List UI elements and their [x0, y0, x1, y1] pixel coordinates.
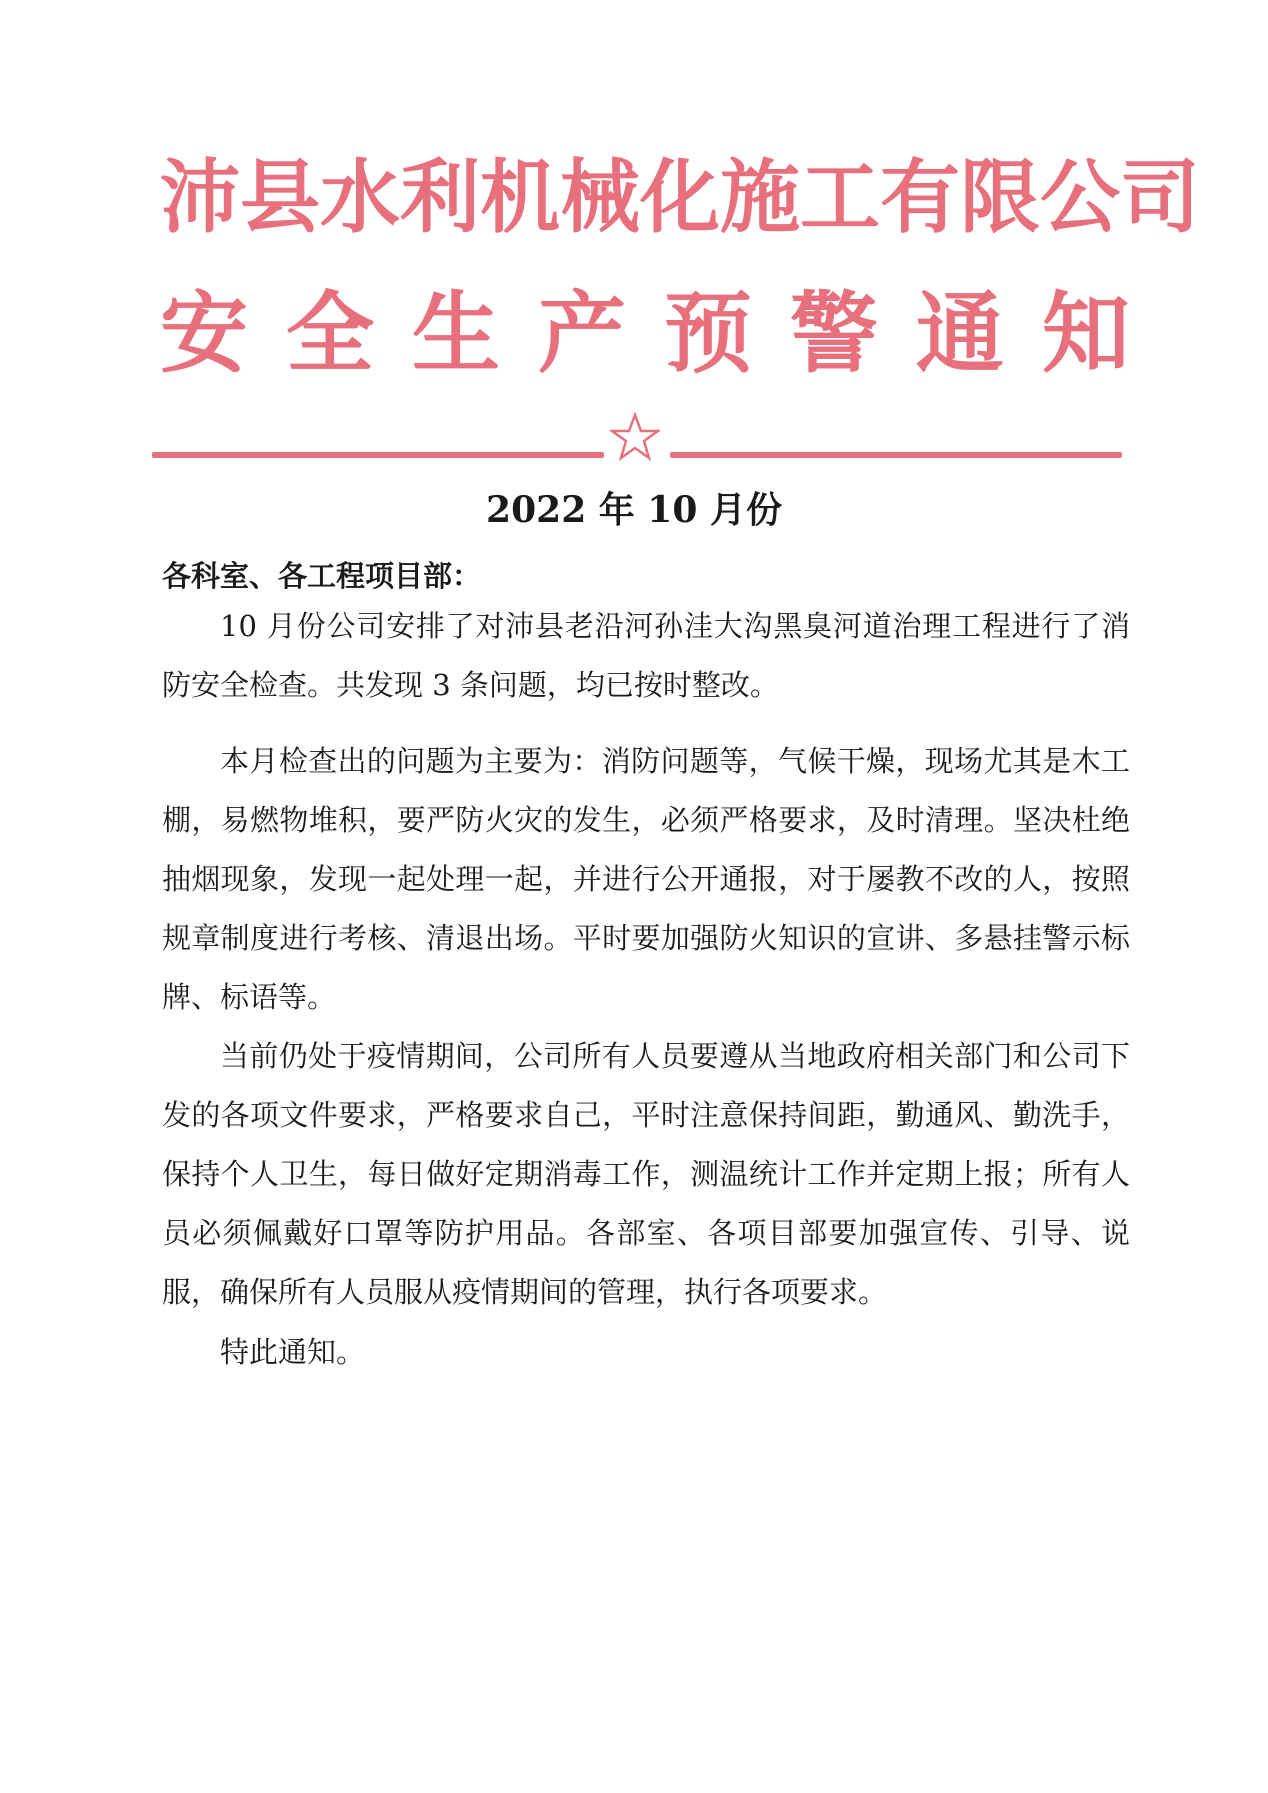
paragraph-fire-safety: 本月检查出的问题为主要为：消防问题等，气候干燥，现场尤其是木工棚，易燃物堆积，要严防火灾的发生，必须严格要求，及时清理。坚决杜绝抽烟现象，发现一起处理一起，并进行公开通报，对于屡教不改的人，按照规章制度进行考核、清退出场。平时要加强防火知识的宣讲、多悬挂警示标牌、标语等。 [162, 744, 1130, 1014]
header-char: 施 [720, 151, 800, 244]
header-char: 机 [480, 151, 560, 244]
star-icon [610, 412, 660, 462]
header-char: 安 [160, 282, 249, 385]
header-char: 利 [400, 151, 480, 244]
header-char: 生 [411, 282, 500, 385]
header-char: 水 [320, 151, 400, 244]
paragraph-inspection-summary: 10 月份公司安排了对沛县老沿河孙洼大沟黑臭河道治理工程进行了消防安全检查。共发现 3 条问题，均已按时整改。 [162, 609, 1130, 702]
header-char: 限 [960, 151, 1040, 244]
header-char: 警 [789, 282, 878, 385]
header-divider-left [152, 452, 604, 458]
document-date: 2022 年 10 月份 [486, 489, 782, 531]
header-char: 知 [1041, 282, 1130, 385]
header-char: 化 [640, 151, 720, 244]
header-char: 有 [880, 151, 960, 244]
notice-title-header [160, 282, 1130, 385]
header-char: 通 [915, 282, 1004, 385]
header-char: 全 [285, 282, 374, 385]
header-char: 工 [800, 151, 880, 244]
header-char: 县 [240, 151, 320, 244]
header-divider-right [670, 452, 1122, 458]
salutation: 各科室、各工程项目部： [162, 559, 482, 593]
header-char: 沛 [160, 151, 240, 244]
company-name-header [160, 151, 1200, 244]
paragraph-epidemic-control: 当前仍处于疫情期间，公司所有人员要遵从当地政府相关部门和公司下发的各项文件要求，严格要求自己，平时注意保持间距，勤通风、勤洗手，保持个人卫生，每日做好定期消毒工作，测温统计工作并定期上报；所有人员必须佩戴好口罩等防护用品。各部室、各项目部要加强宣传、引导、说服，确保所有人员服从疫情期间的管理，执行各项要求。 [162, 1039, 1130, 1309]
header-char: 产 [537, 282, 626, 385]
header-char: 公 [1040, 151, 1120, 244]
header-char: 司 [1120, 151, 1200, 244]
paragraph-closing: 特此通知。 [220, 1335, 366, 1369]
header-char: 械 [560, 151, 640, 244]
header-char: 预 [663, 282, 752, 385]
